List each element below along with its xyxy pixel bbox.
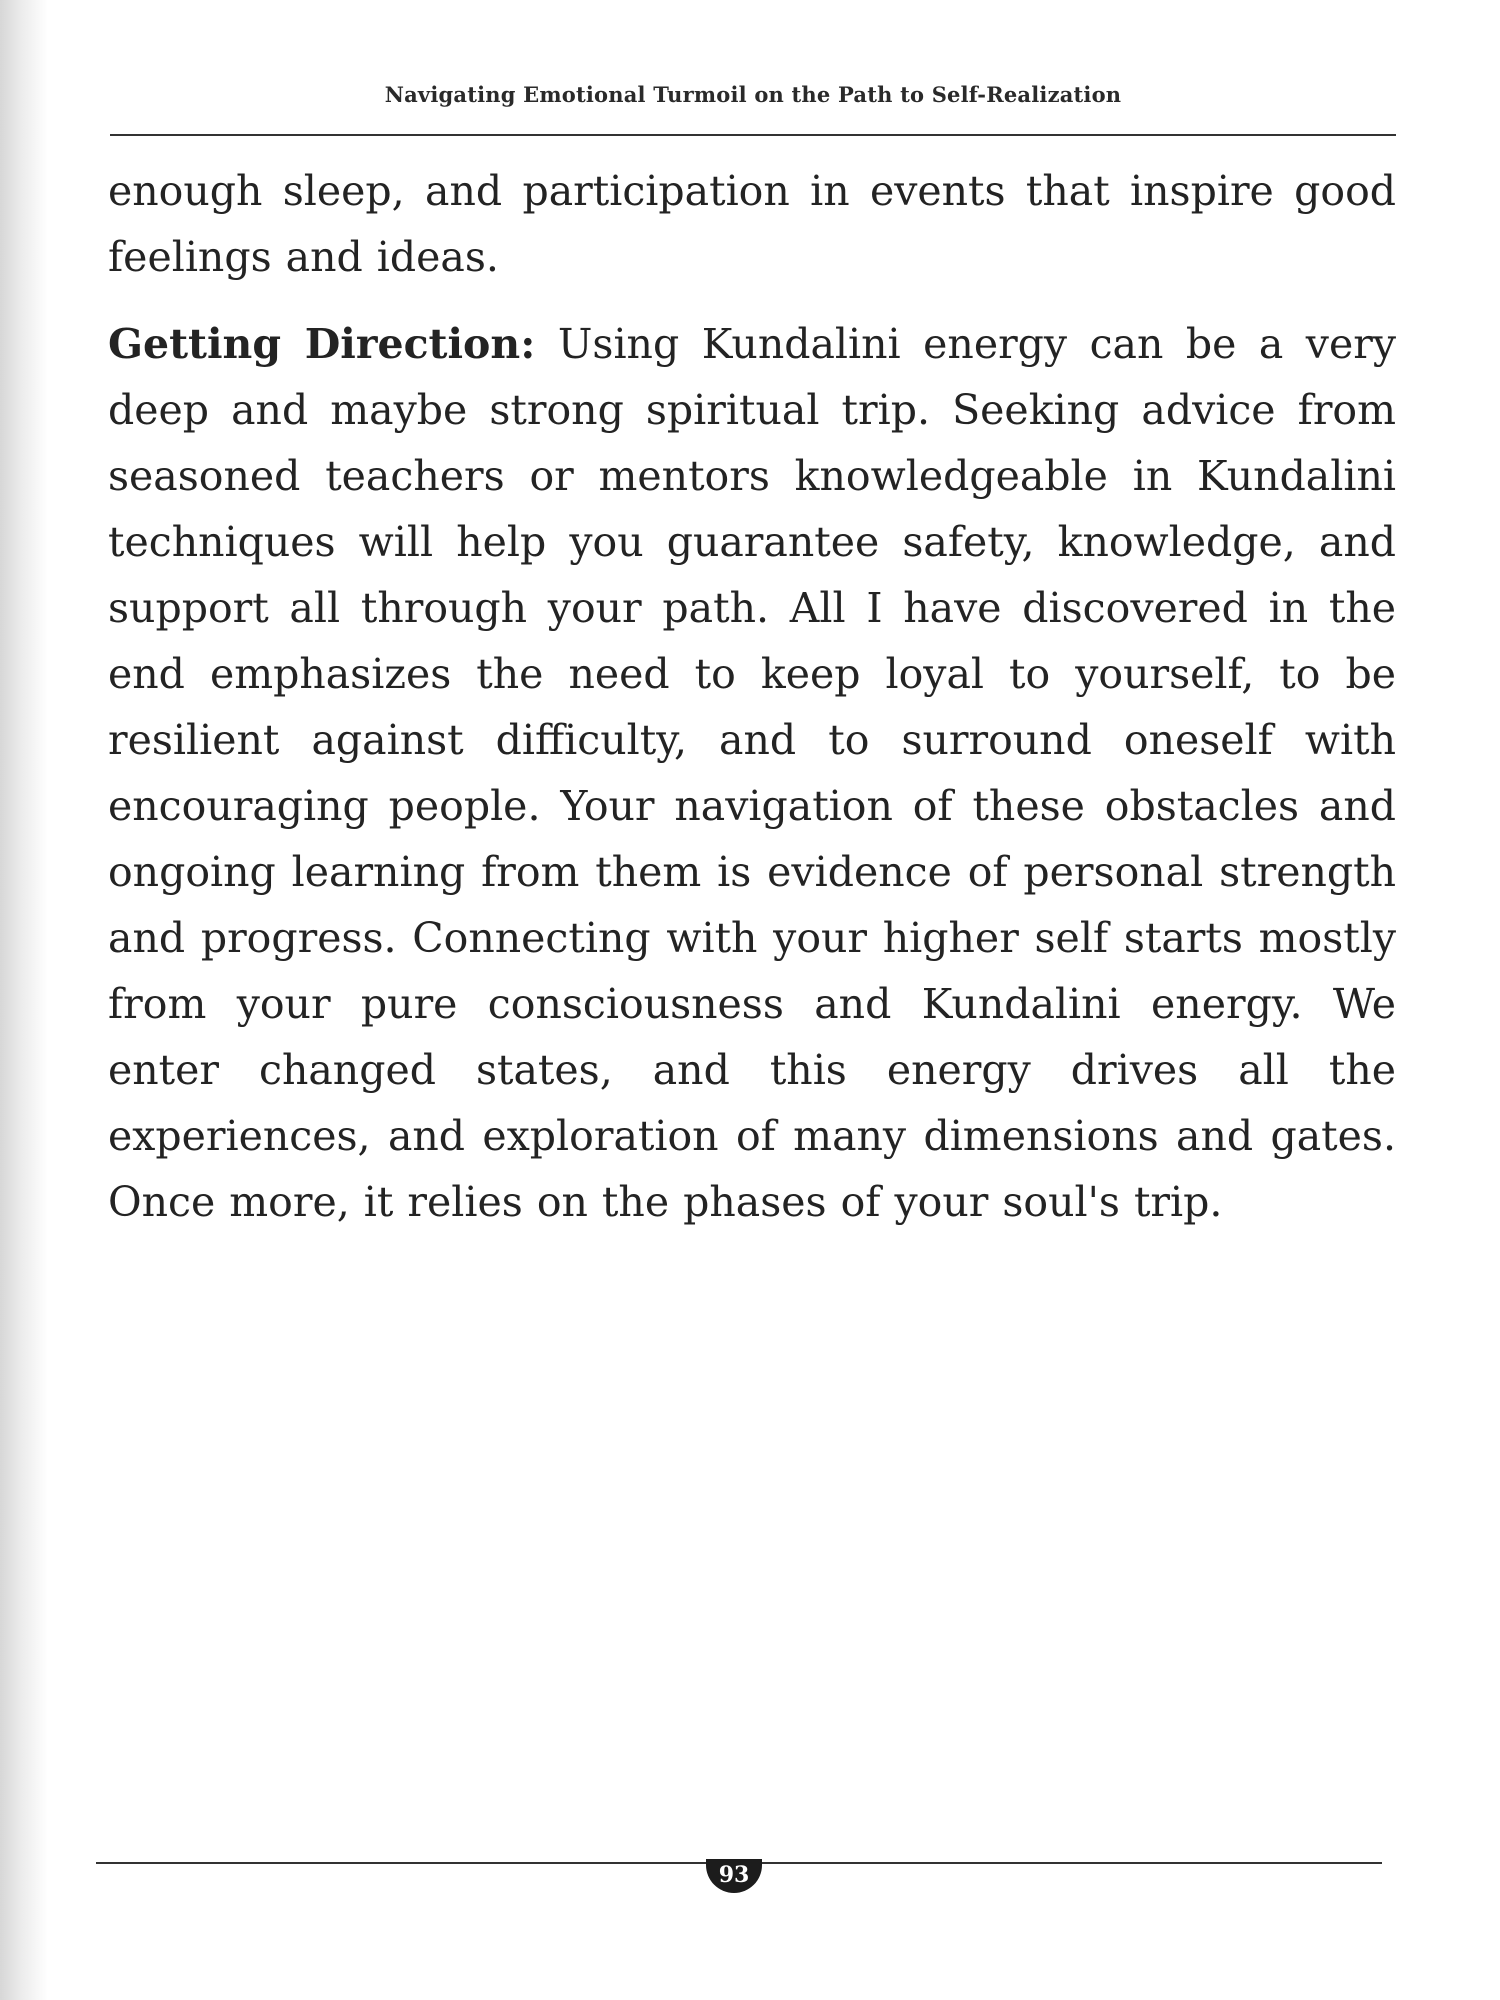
page-number: 93: [706, 1859, 762, 1893]
header-rule: [110, 134, 1396, 136]
paragraph-getting-direction: [108, 311, 1396, 1235]
body-text: [108, 158, 1396, 1235]
run-in-heading: Getting Direction:: [108, 320, 536, 368]
running-header: Navigating Emotional Turmoil on the Path to Self-Realization: [384, 82, 1122, 107]
paragraph-continuation: enough sleep, and participation in events that inspire good feelings and ideas.: [108, 167, 1396, 281]
paragraph-text: Using Kundalini energy can be a very deep and maybe strong spiritual trip. Seeking advice from seasoned teachers or mentors knowledgeable in Kundalini techniques will help you guarantee safety, knowledge, and support all through your path. All I have discovered in the end emphasizes the need to keep loyal to yourself, to be resilient against difficulty, and to surround oneself with encouraging people. Your navigation of these obstacles and ongoing learning from them is evidence of personal strength and progress. Connecting with your higher self starts mostly from your pure consciousness and Kundalini energy. We enter changed states, and this energy drives all the experiences, and exploration of many dimensions and gates. Once more, it relies on the phases of your soul's trip.: [108, 320, 1396, 1226]
